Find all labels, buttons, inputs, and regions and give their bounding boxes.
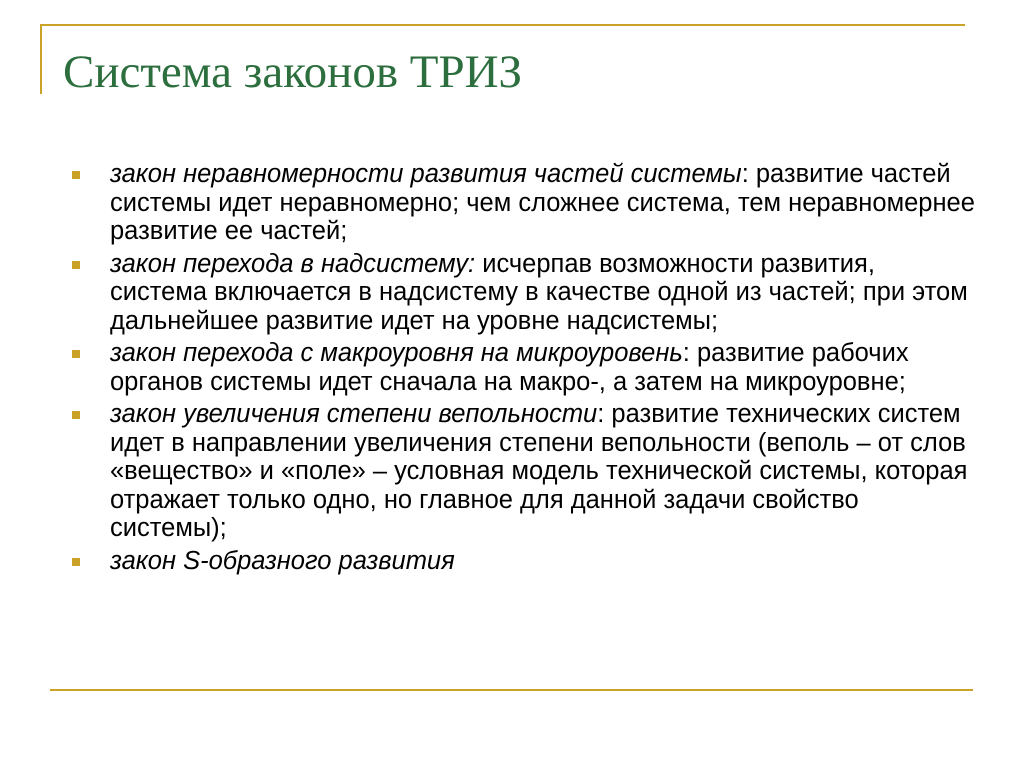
law-description: : развитие технических систем идет в направлении увеличения степени вепольности (веполь – от слов «вещество» и «поле» – условная модель технической системы, которая отражает только одно, но главное для данной задачи свойство системы); xyxy=(110,400,968,542)
law-term: закон перехода с макроуровня на микроуровень xyxy=(110,339,683,367)
square-bullet-icon xyxy=(72,171,80,179)
law-term: закон неравномерности развития частей системы xyxy=(110,160,742,188)
top-border-line xyxy=(40,24,965,26)
list-item xyxy=(70,339,975,396)
law-term: закон S-образного развития xyxy=(110,546,455,575)
law-description: : развитие рабочих органов системы идет сначала на макро-, а затем на микроуровне; xyxy=(110,339,909,396)
list-item xyxy=(70,250,975,336)
list-item xyxy=(70,160,975,246)
square-bullet-icon xyxy=(72,411,80,419)
law-description: : развитие частей системы идет неравномерно; чем сложнее система, тем неравномернее развитие ее частей; xyxy=(110,160,975,245)
square-bullet-icon xyxy=(72,261,80,269)
list-item xyxy=(70,547,975,576)
law-description: исчерпав возможности развития, система включается в надсистему в качестве одной из частей; при этом дальнейшее развитие идет на уровне надсистемы; xyxy=(110,249,968,335)
bottom-border-line xyxy=(50,689,973,691)
law-term: закон перехода в надсистему: xyxy=(110,249,476,278)
square-bullet-icon xyxy=(72,350,80,358)
square-bullet-icon xyxy=(72,558,80,566)
law-term: закон увеличения степени вепольности xyxy=(110,400,598,428)
list-item xyxy=(70,400,975,543)
slide-title: Система законов ТРИЗ xyxy=(63,46,523,98)
laws-list xyxy=(70,160,975,579)
left-border-line xyxy=(40,24,42,94)
